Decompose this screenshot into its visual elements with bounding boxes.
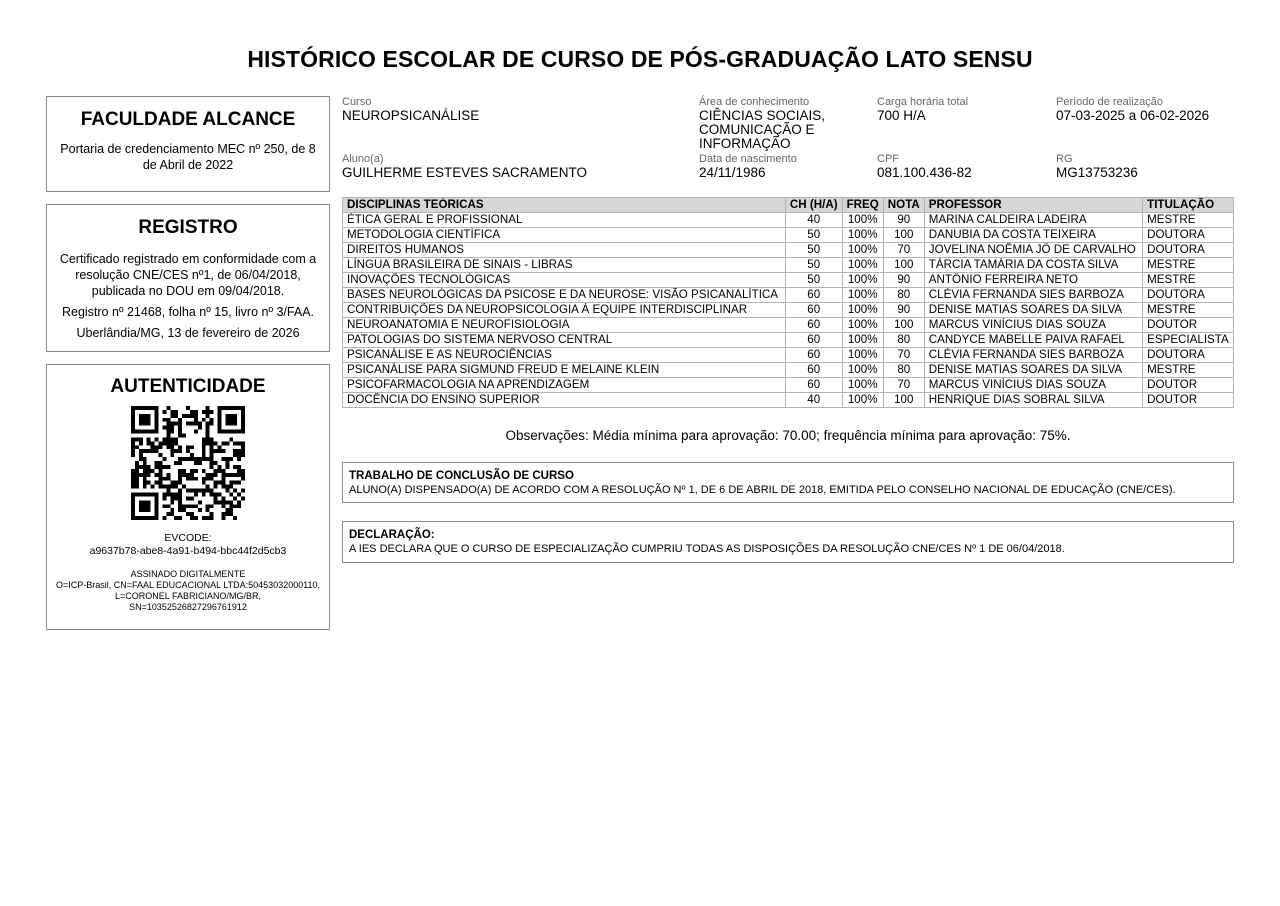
table-row — [343, 378, 1234, 393]
grade-cell: 90 — [883, 213, 924, 228]
header-discipline: DISCIPLINAS TEÓRICAS — [343, 198, 786, 213]
grade-cell: 70 — [883, 243, 924, 258]
grade-cell: 80 — [883, 363, 924, 378]
table-row — [343, 303, 1234, 318]
discipline-cell: LÍNGUA BRASILEIRA DE SINAIS - LIBRAS — [343, 258, 786, 273]
table-row — [343, 243, 1234, 258]
frequency-cell: 100% — [842, 288, 883, 303]
qr-code-icon[interactable] — [131, 406, 245, 520]
table-row — [343, 288, 1234, 303]
professor-cell: CLÉVIA FERNANDA SIES BARBOZA — [924, 288, 1142, 303]
frequency-cell: 100% — [842, 243, 883, 258]
thesis-heading: TRABALHO DE CONCLUSÃO DE CURSO — [349, 470, 574, 482]
frequency-cell: 100% — [842, 318, 883, 333]
institution-name: FACULDADE ALCANCE — [80, 109, 296, 130]
professor-cell: MARCUS VINÍCIUS DIAS SOUZA — [924, 318, 1142, 333]
course-info — [342, 96, 1234, 186]
grade-cell: 90 — [883, 273, 924, 288]
title-cell: MESTRE — [1143, 273, 1234, 288]
table-row — [343, 213, 1234, 228]
title-cell: ESPECIALISTA — [1143, 333, 1234, 348]
birthdate-value: 24/11/1986 — [699, 165, 766, 180]
title-cell: DOUTORA — [1143, 228, 1234, 243]
declaration-section — [342, 521, 1234, 563]
frequency-cell: 100% — [842, 258, 883, 273]
grade-cell: 100 — [883, 393, 924, 408]
workload-cell: 40 — [785, 213, 842, 228]
workload-cell: 50 — [785, 273, 842, 288]
professor-cell: MARCUS VINÍCIUS DIAS SOUZA — [924, 378, 1142, 393]
discipline-cell: PSICANÁLISE E AS NEUROCIÊNCIAS — [343, 348, 786, 363]
period-label: Período de realização — [1056, 96, 1164, 108]
accreditation-text: Portaria de credenciamento MEC nº 250, de 8 de Abril de 2022 — [60, 142, 316, 172]
period-field — [1056, 96, 1234, 123]
evcode-value: a9637b78-abe8-4a91-b494-bbc44f2d5cb3 — [89, 545, 287, 557]
title-cell: DOUTORA — [1143, 288, 1234, 303]
workload-value: 700 H/A — [877, 108, 926, 123]
registration-number: Registro nº 21468, folha nº 15, livro nº 3/FAA. — [61, 305, 315, 319]
area-value: CIÊNCIAS SOCIAIS, COMUNICAÇÃO E INFORMAÇÃO — [699, 108, 826, 151]
digital-signature-label: ASSINADO DIGITALMENTE — [130, 569, 246, 579]
institution-box — [46, 96, 330, 192]
professor-cell: CLÉVIA FERNANDA SIES BARBOZA — [924, 348, 1142, 363]
discipline-cell: DIREITOS HUMANOS — [343, 243, 786, 258]
header-grade: NOTA — [883, 198, 924, 213]
frequency-cell: 100% — [842, 363, 883, 378]
discipline-cell: PSICOFARMACOLOGIA NA APRENDIZAGEM — [343, 378, 786, 393]
student-field — [342, 153, 692, 180]
professor-cell: CANDYCE MABELLE PAIVA RAFAEL — [924, 333, 1142, 348]
workload-cell: 60 — [785, 348, 842, 363]
workload-label: Carga horária total — [877, 96, 969, 108]
course-field — [342, 96, 692, 123]
course-value: NEUROPSICANÁLISE — [342, 108, 480, 123]
grade-cell: 100 — [883, 228, 924, 243]
grade-cell: 70 — [883, 348, 924, 363]
title-cell: DOUTOR — [1143, 393, 1234, 408]
table-row — [343, 318, 1234, 333]
table-row — [343, 258, 1234, 273]
discipline-cell: DOCÊNCIA DO ENSINO SUPERIOR — [343, 393, 786, 408]
certificate-details: O=ICP-Brasil, CN=FAAL EDUCACIONAL LTDA:50453032000110, L=CORONEL FABRICIANO/MG/BR, SN=10352526827296761912 — [55, 580, 321, 612]
declaration-heading: DECLARAÇÃO: — [349, 529, 435, 541]
course-label: Curso — [342, 96, 372, 108]
period-value: 07-03-2025 a 06-02-2026 — [1056, 108, 1210, 123]
table-row — [343, 348, 1234, 363]
professor-cell: DENISE MATIAS SOARES DA SILVA — [924, 363, 1142, 378]
rg-label: RG — [1056, 153, 1073, 165]
workload-cell: 50 — [785, 258, 842, 273]
cpf-field — [877, 153, 1047, 180]
table-row — [343, 363, 1234, 378]
registration-box — [46, 204, 330, 352]
header-title: TITULAÇÃO — [1143, 198, 1234, 213]
authenticity-box — [46, 364, 330, 630]
title-cell: DOUTORA — [1143, 348, 1234, 363]
frequency-cell: 100% — [842, 348, 883, 363]
discipline-cell: METODOLOGIA CIENTÍFICA — [343, 228, 786, 243]
title-cell: DOUTOR — [1143, 378, 1234, 393]
discipline-cell: ÉTICA GERAL E PROFISSIONAL — [343, 213, 786, 228]
grade-cell: 90 — [883, 303, 924, 318]
discipline-cell: CONTRIBUIÇÕES DA NEUROPSICOLOGIA À EQUIPE INTERDISCIPLINAR — [343, 303, 786, 318]
workload-cell: 60 — [785, 288, 842, 303]
professor-cell: TÁRCIA TAMÁRIA DA COSTA SILVA — [924, 258, 1142, 273]
student-value: GUILHERME ESTEVES SACRAMENTO — [342, 165, 588, 180]
rg-field — [1056, 153, 1234, 180]
workload-cell: 40 — [785, 393, 842, 408]
student-label: Aluno(a) — [342, 153, 384, 165]
thesis-section — [342, 462, 1234, 503]
grade-cell: 70 — [883, 378, 924, 393]
table-row — [343, 273, 1234, 288]
title-cell: DOUTOR — [1143, 318, 1234, 333]
discipline-cell: BASES NEUROLÓGICAS DA PSICOSE E DA NEUROSE: VISÃO PSICANALÍTICA — [343, 288, 786, 303]
title-cell: DOUTORA — [1143, 243, 1234, 258]
title-cell: MESTRE — [1143, 303, 1234, 318]
frequency-cell: 100% — [842, 393, 883, 408]
workload-cell: 60 — [785, 333, 842, 348]
header-professor: PROFESSOR — [924, 198, 1142, 213]
observations: Observações: Média mínima para aprovação: 70.00; frequência mínima para aprovação: 75%. — [505, 428, 1071, 443]
evcode-label: EVCODE: — [164, 532, 212, 544]
workload-cell: 60 — [785, 318, 842, 333]
title-cell: MESTRE — [1143, 363, 1234, 378]
professor-cell: ANTÔNIO FERREIRA NETO — [924, 273, 1142, 288]
discipline-cell: NEUROANATOMIA E NEUROFISIOLOGIA — [343, 318, 786, 333]
frequency-cell: 100% — [842, 273, 883, 288]
document-title: HISTÓRICO ESCOLAR DE CURSO DE PÓS-GRADUAÇÃO LATO SENSU — [247, 46, 1033, 72]
registration-text: Certificado registrado em conformidade com a resolução CNE/CES nº1, de 06/04/2018, publicada no DOU em 09/04/2018. — [59, 252, 317, 298]
registration-place-date: Uberlândia/MG, 13 de fevereiro de 2026 — [76, 326, 300, 340]
discipline-cell: PATOLOGIAS DO SISTEMA NERVOSO CENTRAL — [343, 333, 786, 348]
cpf-value: 081.100.436-82 — [877, 165, 972, 180]
table-row — [343, 333, 1234, 348]
frequency-cell: 100% — [842, 333, 883, 348]
header-workload: CH (H/A) — [785, 198, 842, 213]
table-row — [343, 393, 1234, 408]
professor-cell: DENISE MATIAS SOARES DA SILVA — [924, 303, 1142, 318]
frequency-cell: 100% — [842, 303, 883, 318]
area-label: Área de conhecimento — [699, 96, 810, 108]
header-frequency: FREQ — [842, 198, 883, 213]
workload-cell: 60 — [785, 363, 842, 378]
birthdate-label: Data de nascimento — [699, 153, 797, 165]
authenticity-heading: AUTENTICIDADE — [110, 376, 266, 397]
grade-cell: 80 — [883, 333, 924, 348]
discipline-cell: INOVAÇÕES TECNOLÓGICAS — [343, 273, 786, 288]
rg-value: MG13753236 — [1056, 165, 1138, 180]
registration-heading: REGISTRO — [138, 217, 238, 238]
discipline-cell: PSICANÁLISE PARA SIGMUND FREUD E MELAINE KLEIN — [343, 363, 786, 378]
professor-cell: JOVELINA NOÊMIA JÔ DE CARVALHO — [924, 243, 1142, 258]
title-cell: MESTRE — [1143, 258, 1234, 273]
declaration-text: A IES DECLARA QUE O CURSO DE ESPECIALIZAÇÃO CUMPRIU TODAS AS DISPOSIÇÕES DA RESOLUÇÃO CNE/CES Nº 1 DE 06/04/2018. — [349, 543, 1065, 555]
workload-cell: 50 — [785, 243, 842, 258]
frequency-cell: 100% — [842, 228, 883, 243]
grade-cell: 100 — [883, 318, 924, 333]
workload-cell: 60 — [785, 378, 842, 393]
disciplines-table — [342, 197, 1234, 408]
table-header-row — [343, 198, 1234, 213]
birthdate-field — [699, 153, 869, 180]
workload-cell: 60 — [785, 303, 842, 318]
grade-cell: 80 — [883, 288, 924, 303]
table-row — [343, 228, 1234, 243]
professor-cell: DANUBIA DA COSTA TEIXEIRA — [924, 228, 1142, 243]
frequency-cell: 100% — [842, 213, 883, 228]
workload-cell: 50 — [785, 228, 842, 243]
professor-cell: HENRIQUE DIAS SOBRAL SILVA — [924, 393, 1142, 408]
professor-cell: MARINA CALDEIRA LADEIRA — [924, 213, 1142, 228]
grade-cell: 100 — [883, 258, 924, 273]
area-field — [699, 96, 869, 151]
title-cell: MESTRE — [1143, 213, 1234, 228]
workload-field — [877, 96, 1047, 123]
frequency-cell: 100% — [842, 378, 883, 393]
cpf-label: CPF — [877, 153, 899, 165]
thesis-text: ALUNO(A) DISPENSADO(A) DE ACORDO COM A RESOLUÇÃO Nº 1, DE 6 DE ABRIL DE 2018, EMITIDA PELO CONSELHO NACIONAL DE EDUCAÇÃO (CNE/CES). — [349, 484, 1176, 496]
